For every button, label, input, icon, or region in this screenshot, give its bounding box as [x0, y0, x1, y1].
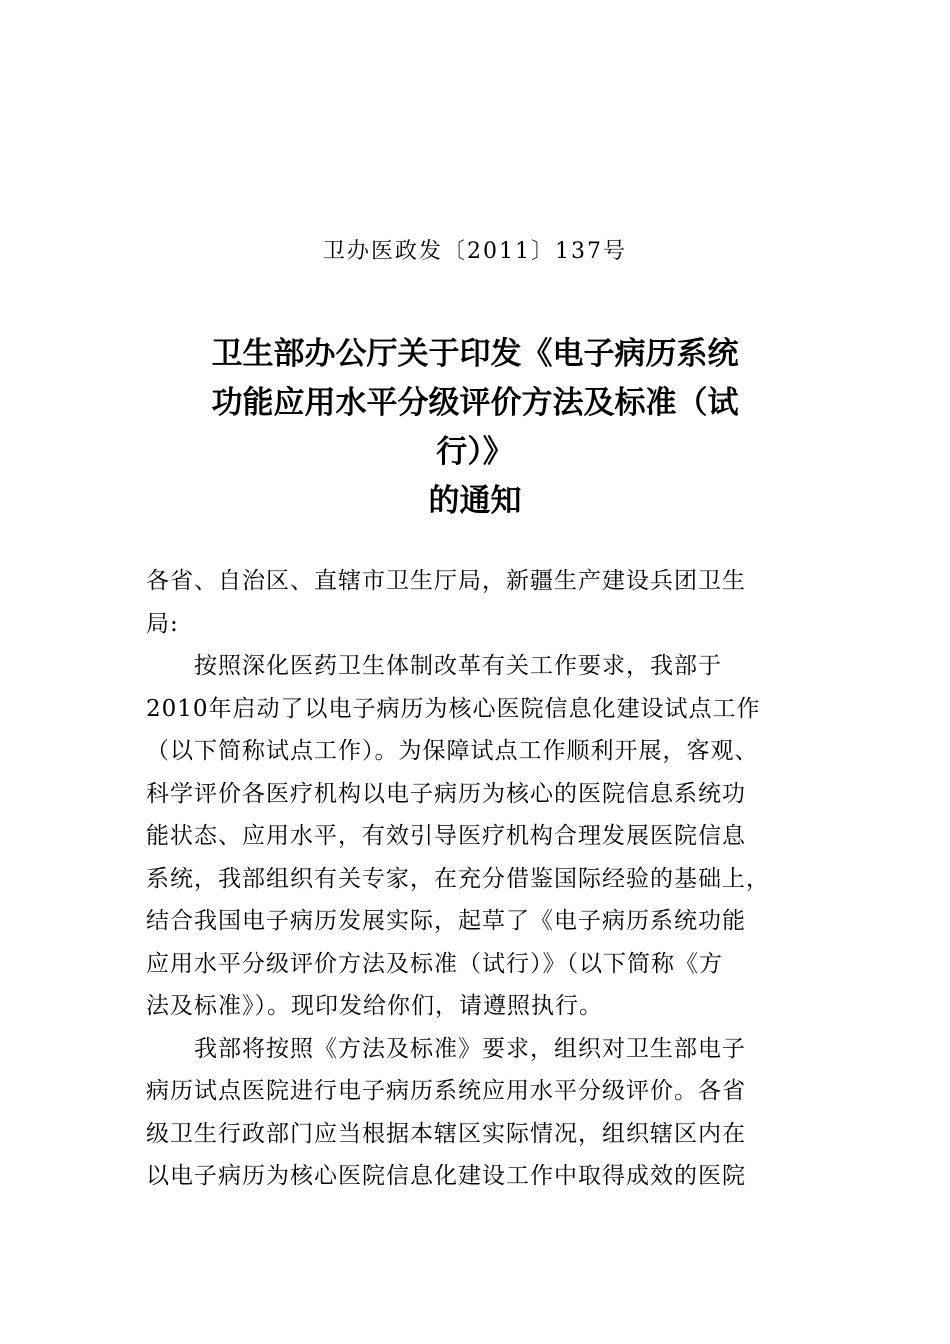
body-line: （以下简称试点工作）。为保障试点工作顺利开展，客观、 [146, 738, 759, 764]
body-line: 法及标准》）。现印发给你们，请遵照执行。 [146, 993, 603, 1019]
document-number: 卫办医政发〔2011〕137号 [323, 239, 627, 264]
body-line: 病历试点医院进行电子病历系统应用水平分级评价。各省 [146, 1078, 746, 1104]
body-line: 能状态、应用水平，有效引导医疗机构合理发展医院信息 [146, 823, 746, 849]
title-line-1: 卫生部办公厅关于印发《电子病历系统 [211, 336, 739, 372]
title-line-3: 行）》 [436, 434, 514, 470]
body-line: 科学评价各医疗机构以电子病历为核心的医院信息系统功 [146, 780, 746, 807]
body-line: 结合我国电子病历发展实际，起草了《电子病历系统功能 [146, 908, 746, 934]
body-line: 系统，我部组织有关专家，在充分借鉴国际经验的基础上， [146, 865, 770, 892]
body-line: 以电子病历为核心医院信息化建设工作中取得成效的医院 [146, 1163, 746, 1189]
title-line-4: 的通知 [428, 483, 522, 519]
body-line-addressee-end: 局: [146, 610, 179, 637]
document-title [0, 330, 950, 526]
body-line: 2010年启动了以电子病历为核心医院信息化建设试点工作 [146, 695, 761, 722]
body-line: 级卫生行政部门应当根据本辖区实际情况，组织辖区内在 [146, 1120, 746, 1147]
body-line: 按照深化医药卫生体制改革有关工作要求，我部于 [146, 653, 722, 679]
body-line: 应用水平分级评价方法及标准（试行）》（以下简称《方 [146, 950, 723, 977]
document-body [146, 560, 816, 1198]
body-line: 我部将按照《方法及标准》要求，组织对卫生部电子 [146, 1035, 746, 1062]
body-line-addressee: 各省、自治区、直辖市卫生厅局，新疆生产建设兵团卫生 [146, 568, 746, 594]
title-line-2: 功能应用水平分级评价方法及标准（试 [211, 385, 739, 421]
